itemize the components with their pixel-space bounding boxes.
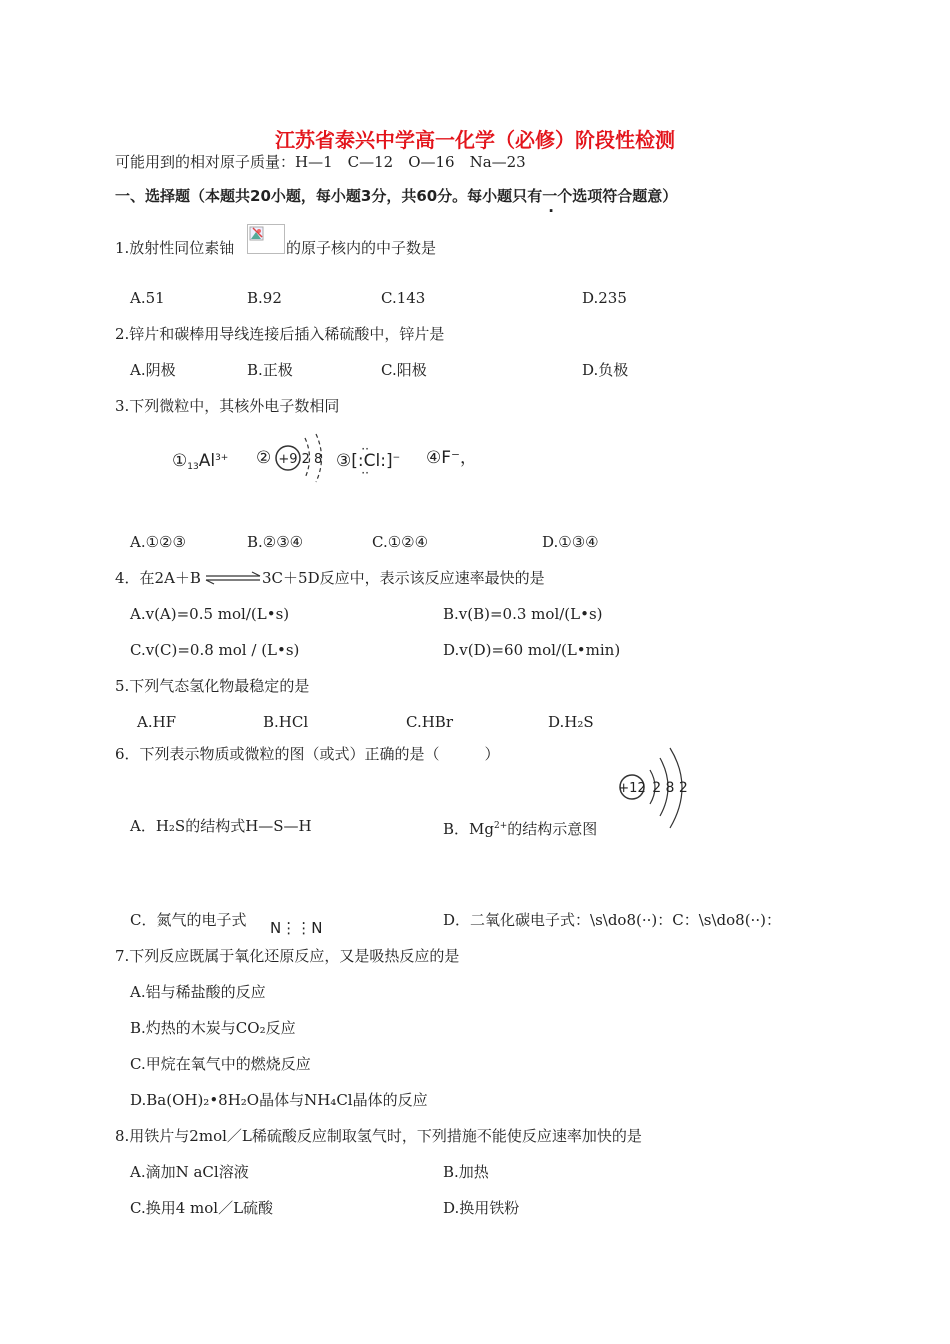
question-3-stem: 3.下列微粒中，其核外电子数相同 [115, 397, 340, 415]
question-1-option-d: D.235 [582, 289, 627, 307]
question-7-stem: 7.下列反应既属于氧化还原反应，又是吸热反应的是 [115, 947, 460, 965]
atomic-masses-line: 可能用到的相对原子质量：H—1 C—12 O—16 Na—23 [115, 153, 526, 171]
question-5-option-b: B.HCl [263, 713, 309, 731]
question-2-option-b: B.正极 [247, 361, 293, 379]
question-4-option-b: B.v(B)=0.3 mol/(L•s) [443, 605, 603, 623]
question-8-option-a: A.滴加N aCl溶液 [130, 1163, 249, 1181]
nitrogen-electron-formula: N⋮⋮N [270, 919, 323, 937]
question-4-option-d: D.v(D)=60 mol/(L•min) [443, 641, 621, 659]
option-b-part-b: 的结构示意图 [507, 820, 598, 838]
particle-1-symbol: Al [198, 451, 216, 471]
question-8-option-b: B.加热 [443, 1163, 489, 1181]
magnesium-nucleus-charge: +12 [618, 781, 646, 796]
question-5-option-c: C.HBr [406, 713, 453, 731]
question-7-option-c: C.甲烷在氧气中的燃烧反应 [130, 1055, 311, 1073]
magnesium-shell-electrons: 2 8 2 [652, 780, 688, 796]
question-1-stem-a: 1.放射性同位素铀 [115, 239, 235, 257]
section-heading-part-a: 一、选择题（本题共20小题，每小题3分，共60分。每小题只有 [115, 187, 543, 205]
question-5-option-d: D.H₂S [548, 713, 594, 731]
fluoride-shell-electrons: 2 8 [301, 452, 323, 467]
question-3-particle-3: ③[:Cl:] ·· ·· − [336, 442, 401, 480]
option-b-charge: 2+ [493, 821, 508, 831]
particle-3-symbol: Cl [363, 451, 381, 471]
section-heading-part-c: 选项符合题意） [572, 187, 678, 205]
question-1-option-b: B.92 [247, 289, 282, 307]
reversible-arrow-icon [204, 570, 262, 586]
question-3-particle-2-mark: ② [256, 448, 272, 468]
question-2-option-d: D.负极 [582, 361, 629, 379]
fluoride-structure-diagram [272, 430, 330, 486]
question-8-option-c: C.换用4 mol／L硫酸 [130, 1199, 274, 1217]
question-4-stem-a: 4．在2A＋B [115, 569, 201, 587]
question-6-option-d: D．二氧化碳电子式：\s\do8(··)：C：\s\do8(··)： [443, 911, 781, 929]
question-8-stem: 8.用铁片与2mol／L稀硫酸反应制取氢气时，下列措施不能使反应速率加快的是 [115, 1127, 642, 1145]
question-6-option-c: C．氮气的电子式 [130, 911, 247, 929]
question-1-stem-b: 的原子核内的中子数是 [286, 239, 437, 257]
question-1-option-c: C.143 [381, 289, 426, 307]
question-7-option-a: A.铝与稀盐酸的反应 [130, 983, 266, 1001]
question-8-option-d: D.换用铁粉 [443, 1199, 520, 1217]
broken-image-icon [247, 224, 285, 254]
question-6-stem: 6．下列表示物质或微粒的图（或式）正确的是（ ） [115, 745, 500, 763]
option-b-part-a: B．Mg [443, 820, 494, 838]
question-2-stem: 2.锌片和碳棒用导线连接后插入稀硫酸中，锌片是 [115, 325, 445, 343]
question-7-option-d: D.Ba(OH)₂•8H₂O晶体与NH₄Cl晶体的反应 [130, 1091, 428, 1109]
question-3-option-b: B.②③④ [247, 533, 304, 551]
particle-1-atomic-number: 13 [187, 462, 199, 472]
question-6-option-a: A．H₂S的结构式H—S—H [130, 817, 312, 835]
question-3-option-d: D.①③④ [542, 533, 599, 551]
particle-4-mark: ④ [426, 448, 442, 468]
question-7-option-b: B.灼热的木炭与CO₂反应 [130, 1019, 296, 1037]
question-4-option-a: A.v(A)=0.5 mol/(L•s) [130, 605, 290, 623]
fluoride-nucleus-charge: +9 [278, 452, 298, 467]
page-title: 江苏省泰兴中学高一化学（必修）阶段性检测 [275, 128, 675, 152]
particle-4-symbol: F⁻， [441, 448, 478, 468]
section-heading [115, 186, 677, 206]
question-3-particle-4 [426, 448, 477, 468]
particle-1-charge: 3+ [215, 453, 229, 463]
question-2-option-c: C.阳极 [381, 361, 427, 379]
question-2-option-a: A.阴极 [130, 361, 176, 379]
particle-3-charge: − [392, 453, 401, 463]
question-5-stem: 5.下列气态氢化物最稳定的是 [115, 677, 310, 695]
question-3-option-a: A.①②③ [130, 533, 186, 551]
magnesium-ion-structure-diagram [614, 744, 698, 832]
question-4-option-c: C.v(C)=0.8 mol / (L•s) [130, 641, 300, 659]
question-3-particle-1 [172, 448, 228, 477]
question-6-option-b [443, 816, 597, 839]
question-4-stem-b: 3C＋5D反应中，表示该反应速率最快的是 [262, 569, 545, 587]
section-heading-emphasis: 一个 [542, 187, 573, 205]
particle-3-mark: ③ [336, 451, 352, 471]
question-3-option-c: C.①②④ [372, 533, 429, 551]
particle-1-mark: ① [172, 451, 188, 471]
question-1-option-a: A.51 [130, 289, 165, 307]
question-5-option-a: A.HF [137, 713, 177, 731]
